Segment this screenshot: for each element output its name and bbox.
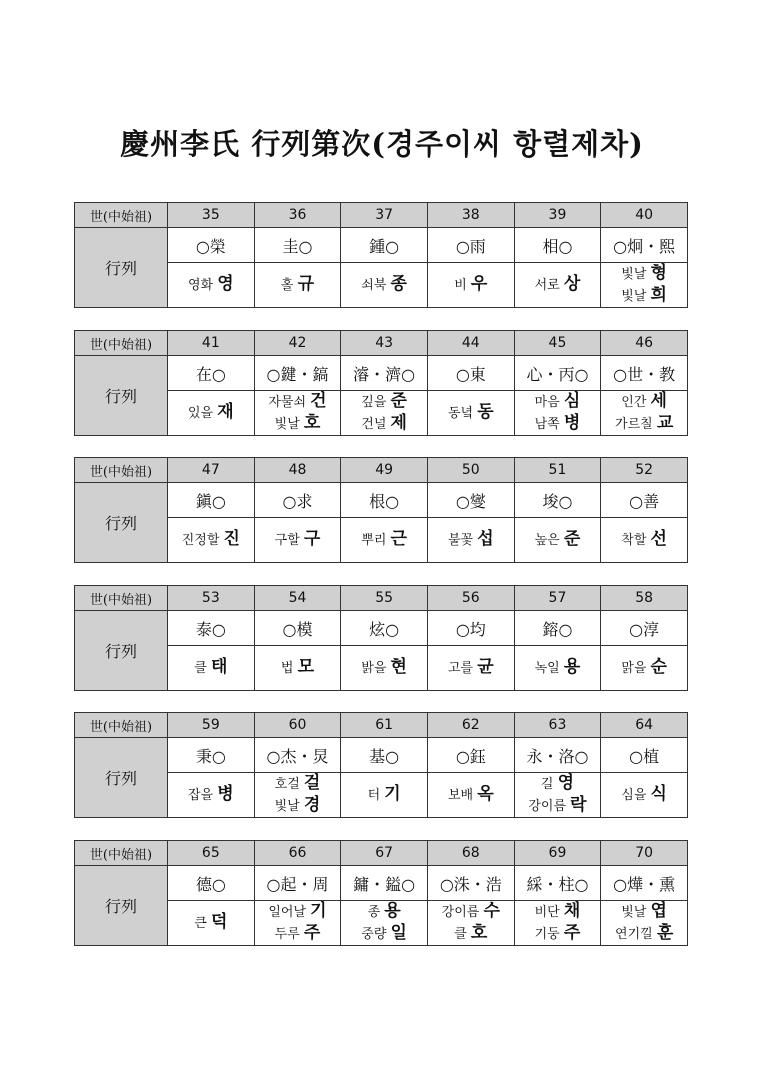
- reading-meaning: 잡을: [187, 788, 218, 803]
- generation-number: 51: [514, 458, 601, 483]
- generation-label: 世(中始祖): [75, 841, 168, 866]
- reading-meaning: 홀: [280, 278, 298, 293]
- reading-cell: [514, 901, 601, 946]
- hanja-cell: 鍾○: [341, 228, 428, 263]
- reading-meaning: 클: [194, 661, 211, 676]
- reading-sound: 일: [390, 923, 407, 943]
- reading-meaning: 인간: [621, 395, 651, 410]
- generation-header-row: [75, 458, 688, 483]
- reading-sound: 균: [477, 657, 494, 677]
- hanja-cell: 鎔○: [514, 611, 601, 646]
- reading-cell: [168, 773, 255, 818]
- hanja-cell: 炫○: [341, 611, 428, 646]
- hanja-cell: ○淳: [601, 611, 688, 646]
- reading-meaning: 동녘: [447, 406, 478, 421]
- reading-cell: [427, 901, 514, 946]
- reading-cell: [514, 263, 601, 308]
- reading-cell: [168, 391, 255, 436]
- reading-meaning: 중량: [361, 927, 391, 942]
- generation-number: 46: [601, 331, 688, 356]
- reading-meaning: 비단: [534, 905, 564, 920]
- generation-label: 世(中始祖): [75, 713, 168, 738]
- hanja-cell: 鏞・鎰○: [341, 866, 428, 901]
- reading-sound: 훈: [656, 923, 674, 943]
- reading-cell: [427, 391, 514, 436]
- reading-meaning: 빛날: [274, 799, 304, 814]
- reading-meaning: 빛날: [274, 417, 304, 432]
- hanja-cell: 綵・柱○: [514, 866, 601, 901]
- reading-sound: 규: [297, 274, 315, 294]
- hanja-cell: ○榮: [168, 228, 255, 263]
- reading-sound: 주: [563, 923, 581, 943]
- generation-label: 世(中始祖): [75, 203, 168, 228]
- reading-meaning: 깊을: [361, 395, 391, 410]
- hanja-cell: 永・洛○: [514, 738, 601, 773]
- reading-sound: 섭: [477, 529, 494, 549]
- generation-label: 世(中始祖): [75, 331, 168, 356]
- hanja-cell: ○洙・浩: [427, 866, 514, 901]
- reading-meaning: 밝을: [361, 661, 391, 676]
- hanja-row: [75, 866, 688, 901]
- hanja-cell: 泰○: [168, 611, 255, 646]
- reading-meaning: 건널: [361, 417, 391, 432]
- generation-number: 41: [168, 331, 255, 356]
- reading-sound: 제: [390, 413, 407, 433]
- generation-number: 69: [514, 841, 601, 866]
- hanja-cell: ○雨: [427, 228, 514, 263]
- generation-number: 37: [341, 203, 428, 228]
- reading-sound: 종: [390, 274, 407, 294]
- hanja-cell: ○起・周: [254, 866, 341, 901]
- reading-sound: 병: [563, 413, 581, 433]
- reading-sound: 락: [570, 795, 587, 815]
- hanja-cell: 秉○: [168, 738, 255, 773]
- hanja-cell: 心・丙○: [514, 356, 601, 391]
- reading-meaning: 영화: [187, 278, 218, 293]
- generation-number: 62: [427, 713, 514, 738]
- hanja-cell: ○均: [427, 611, 514, 646]
- reading-cell: [254, 263, 341, 308]
- generation-table: [74, 457, 688, 563]
- reading-sound: 용: [563, 657, 581, 677]
- reading-sound: 모: [297, 657, 315, 677]
- row-label: 行列: [75, 356, 168, 436]
- reading-cell: [514, 646, 601, 691]
- hanja-cell: ○鍵・鎬: [254, 356, 341, 391]
- generation-number: 50: [427, 458, 514, 483]
- generation-number: 64: [601, 713, 688, 738]
- reading-sound: 준: [390, 391, 407, 411]
- reading-meaning: 남쪽: [534, 417, 564, 432]
- reading-meaning: 연기낄: [615, 927, 657, 942]
- generation-table: [74, 840, 688, 946]
- generation-number: 60: [254, 713, 341, 738]
- reading-meaning: 길: [540, 777, 558, 792]
- hanja-row: [75, 611, 688, 646]
- generation-number: 63: [514, 713, 601, 738]
- generation-number: 59: [168, 713, 255, 738]
- reading-cell: [341, 773, 428, 818]
- reading-cell: [601, 901, 688, 946]
- reading-cell: [341, 518, 428, 563]
- reading-meaning: 심을: [621, 788, 651, 803]
- hanja-cell: 根○: [341, 483, 428, 518]
- reading-sound: 용: [384, 901, 401, 921]
- reading-meaning: 법: [280, 661, 298, 676]
- generation-number: 65: [168, 841, 255, 866]
- generation-number: 40: [601, 203, 688, 228]
- reading-cell: [341, 263, 428, 308]
- reading-sound: 엽: [650, 901, 667, 921]
- reading-cell: [427, 263, 514, 308]
- row-label: 行列: [75, 483, 168, 563]
- generation-number: 67: [341, 841, 428, 866]
- reading-meaning: 빛날: [621, 905, 651, 920]
- reading-sound: 영: [217, 274, 234, 294]
- reading-sound: 재: [217, 402, 234, 422]
- generation-header-row: [75, 841, 688, 866]
- reading-sound: 호: [303, 413, 321, 433]
- reading-sound: 경: [303, 795, 321, 815]
- generation-table: [74, 330, 688, 436]
- reading-sound: 근: [390, 529, 407, 549]
- reading-cell: [254, 773, 341, 818]
- reading-meaning: 쇠북: [361, 278, 391, 293]
- generation-number: 48: [254, 458, 341, 483]
- reading-cell: [254, 391, 341, 436]
- reading-cell: [254, 518, 341, 563]
- reading-meaning: 일어날: [268, 905, 311, 920]
- hanja-cell: 在○: [168, 356, 255, 391]
- generation-number: 38: [427, 203, 514, 228]
- reading-meaning: 있을: [187, 406, 218, 421]
- reading-sound: 옥: [477, 784, 494, 804]
- reading-cell: [168, 901, 255, 946]
- generation-number: 45: [514, 331, 601, 356]
- reading-sound: 태: [210, 657, 228, 677]
- reading-cell: [341, 391, 428, 436]
- generation-number: 52: [601, 458, 688, 483]
- reading-sound: 동: [477, 402, 494, 422]
- reading-cell: [514, 518, 601, 563]
- generation-header-row: [75, 203, 688, 228]
- reading-sound: 선: [650, 529, 667, 549]
- hanja-row: [75, 356, 688, 391]
- reading-sound: 우: [470, 274, 488, 294]
- generation-number: 42: [254, 331, 341, 356]
- generation-number: 54: [254, 586, 341, 611]
- generation-number: 68: [427, 841, 514, 866]
- hanja-cell: ○模: [254, 611, 341, 646]
- generation-number: 35: [168, 203, 255, 228]
- reading-sound: 순: [650, 657, 667, 677]
- reading-meaning: 진정할: [181, 533, 224, 548]
- reading-sound: 기: [310, 901, 327, 921]
- generation-label: 世(中始祖): [75, 586, 168, 611]
- reading-meaning: 빛날: [621, 267, 651, 282]
- generation-number: 49: [341, 458, 428, 483]
- generation-number: 61: [341, 713, 428, 738]
- generation-number: 47: [168, 458, 255, 483]
- reading-cell: [427, 518, 514, 563]
- reading-meaning: 불꽃: [447, 533, 478, 548]
- reading-sound: 심: [563, 391, 581, 411]
- generation-number: 58: [601, 586, 688, 611]
- reading-meaning: 큰: [194, 916, 211, 931]
- reading-sound: 주: [303, 923, 321, 943]
- reading-meaning: 착할: [621, 533, 651, 548]
- generation-header-row: [75, 713, 688, 738]
- reading-meaning: 녹일: [534, 661, 564, 676]
- reading-cell: [601, 391, 688, 436]
- reading-meaning: 가르칠: [615, 417, 657, 432]
- reading-cell: [427, 646, 514, 691]
- reading-sound: 기: [384, 784, 401, 804]
- generation-number: 43: [341, 331, 428, 356]
- generation-label: 世(中始祖): [75, 458, 168, 483]
- hanja-cell: ○燮: [427, 483, 514, 518]
- reading-cell: [601, 773, 688, 818]
- reading-cell: [601, 263, 688, 308]
- hanja-cell: ○植: [601, 738, 688, 773]
- reading-meaning: 강이름: [528, 799, 571, 814]
- hanja-cell: ○東: [427, 356, 514, 391]
- reading-cell: [341, 901, 428, 946]
- generation-header-row: [75, 331, 688, 356]
- reading-meaning: 종: [367, 905, 385, 920]
- reading-sound: 덕: [210, 912, 228, 932]
- reading-meaning: 고를: [447, 661, 478, 676]
- hanja-row: [75, 228, 688, 263]
- reading-meaning: 보배: [447, 788, 478, 803]
- reading-cell: [514, 773, 601, 818]
- reading-cell: [341, 646, 428, 691]
- reading-sound: 상: [563, 274, 581, 294]
- reading-sound: 준: [563, 529, 581, 549]
- reading-meaning: 서로: [534, 278, 564, 293]
- generation-number: 36: [254, 203, 341, 228]
- hanja-row: [75, 738, 688, 773]
- reading-sound: 교: [656, 413, 674, 433]
- reading-cell: [514, 391, 601, 436]
- reading-sound: 형: [650, 263, 667, 283]
- reading-sound: 건: [310, 391, 327, 411]
- reading-meaning: 터: [367, 788, 385, 803]
- reading-sound: 병: [217, 784, 234, 804]
- generation-number: 56: [427, 586, 514, 611]
- reading-meaning: 빛날: [621, 289, 651, 304]
- generation-number: 53: [168, 586, 255, 611]
- reading-meaning: 호걸: [274, 777, 304, 792]
- reading-cell: [254, 646, 341, 691]
- reading-meaning: 기둥: [534, 927, 564, 942]
- reading-meaning: 맑을: [621, 661, 651, 676]
- reading-cell: [168, 263, 255, 308]
- reading-cell: [427, 773, 514, 818]
- reading-sound: 호: [470, 923, 488, 943]
- generation-number: 70: [601, 841, 688, 866]
- reading-sound: 세: [650, 391, 667, 411]
- reading-meaning: 마음: [534, 395, 564, 410]
- generation-table: [74, 202, 688, 308]
- hanja-cell: 濬・濟○: [341, 356, 428, 391]
- reading-sound: 희: [650, 285, 667, 305]
- generation-number: 66: [254, 841, 341, 866]
- row-label: 行列: [75, 228, 168, 308]
- reading-cell: [601, 518, 688, 563]
- hanja-cell: 圭○: [254, 228, 341, 263]
- hanja-cell: ○鈺: [427, 738, 514, 773]
- hanja-cell: ○燁・熏: [601, 866, 688, 901]
- generation-number: 57: [514, 586, 601, 611]
- reading-meaning: 강이름: [441, 905, 484, 920]
- reading-cell: [601, 646, 688, 691]
- reading-sound: 식: [650, 784, 667, 804]
- generation-number: 44: [427, 331, 514, 356]
- reading-sound: 수: [483, 901, 500, 921]
- hanja-cell: ○世・教: [601, 356, 688, 391]
- reading-meaning: 클: [454, 927, 471, 942]
- hanja-row: [75, 483, 688, 518]
- hanja-cell: 鎭○: [168, 483, 255, 518]
- hanja-cell: ○善: [601, 483, 688, 518]
- hanja-cell: 埈○: [514, 483, 601, 518]
- generation-header-row: [75, 586, 688, 611]
- reading-cell: [168, 518, 255, 563]
- generation-number: 55: [341, 586, 428, 611]
- reading-meaning: 비: [454, 278, 471, 293]
- page-title: 慶州李氏 行列第次(경주이씨 항렬제차): [120, 127, 644, 161]
- hanja-cell: 德○: [168, 866, 255, 901]
- reading-meaning: 자물쇠: [268, 395, 311, 410]
- reading-cell: [168, 646, 255, 691]
- reading-sound: 걸: [303, 773, 321, 793]
- reading-sound: 현: [390, 657, 407, 677]
- reading-cell: [254, 901, 341, 946]
- reading-sound: 채: [563, 901, 581, 921]
- reading-meaning: 구할: [274, 533, 304, 548]
- generation-table: [74, 585, 688, 691]
- reading-meaning: 두루: [274, 927, 304, 942]
- hanja-cell: ○炯・熙: [601, 228, 688, 263]
- reading-sound: 영: [557, 773, 575, 793]
- generation-number: 39: [514, 203, 601, 228]
- hanja-cell: ○求: [254, 483, 341, 518]
- generation-table: [74, 712, 688, 818]
- row-label: 行列: [75, 738, 168, 818]
- reading-meaning: 뿌리: [361, 533, 391, 548]
- row-label: 行列: [75, 611, 168, 691]
- reading-sound: 구: [303, 529, 321, 549]
- row-label: 行列: [75, 866, 168, 946]
- reading-sound: 진: [223, 529, 240, 549]
- hanja-cell: ○杰・炅: [254, 738, 341, 773]
- hanja-cell: 基○: [341, 738, 428, 773]
- reading-meaning: 높은: [534, 533, 564, 548]
- hanja-cell: 相○: [514, 228, 601, 263]
